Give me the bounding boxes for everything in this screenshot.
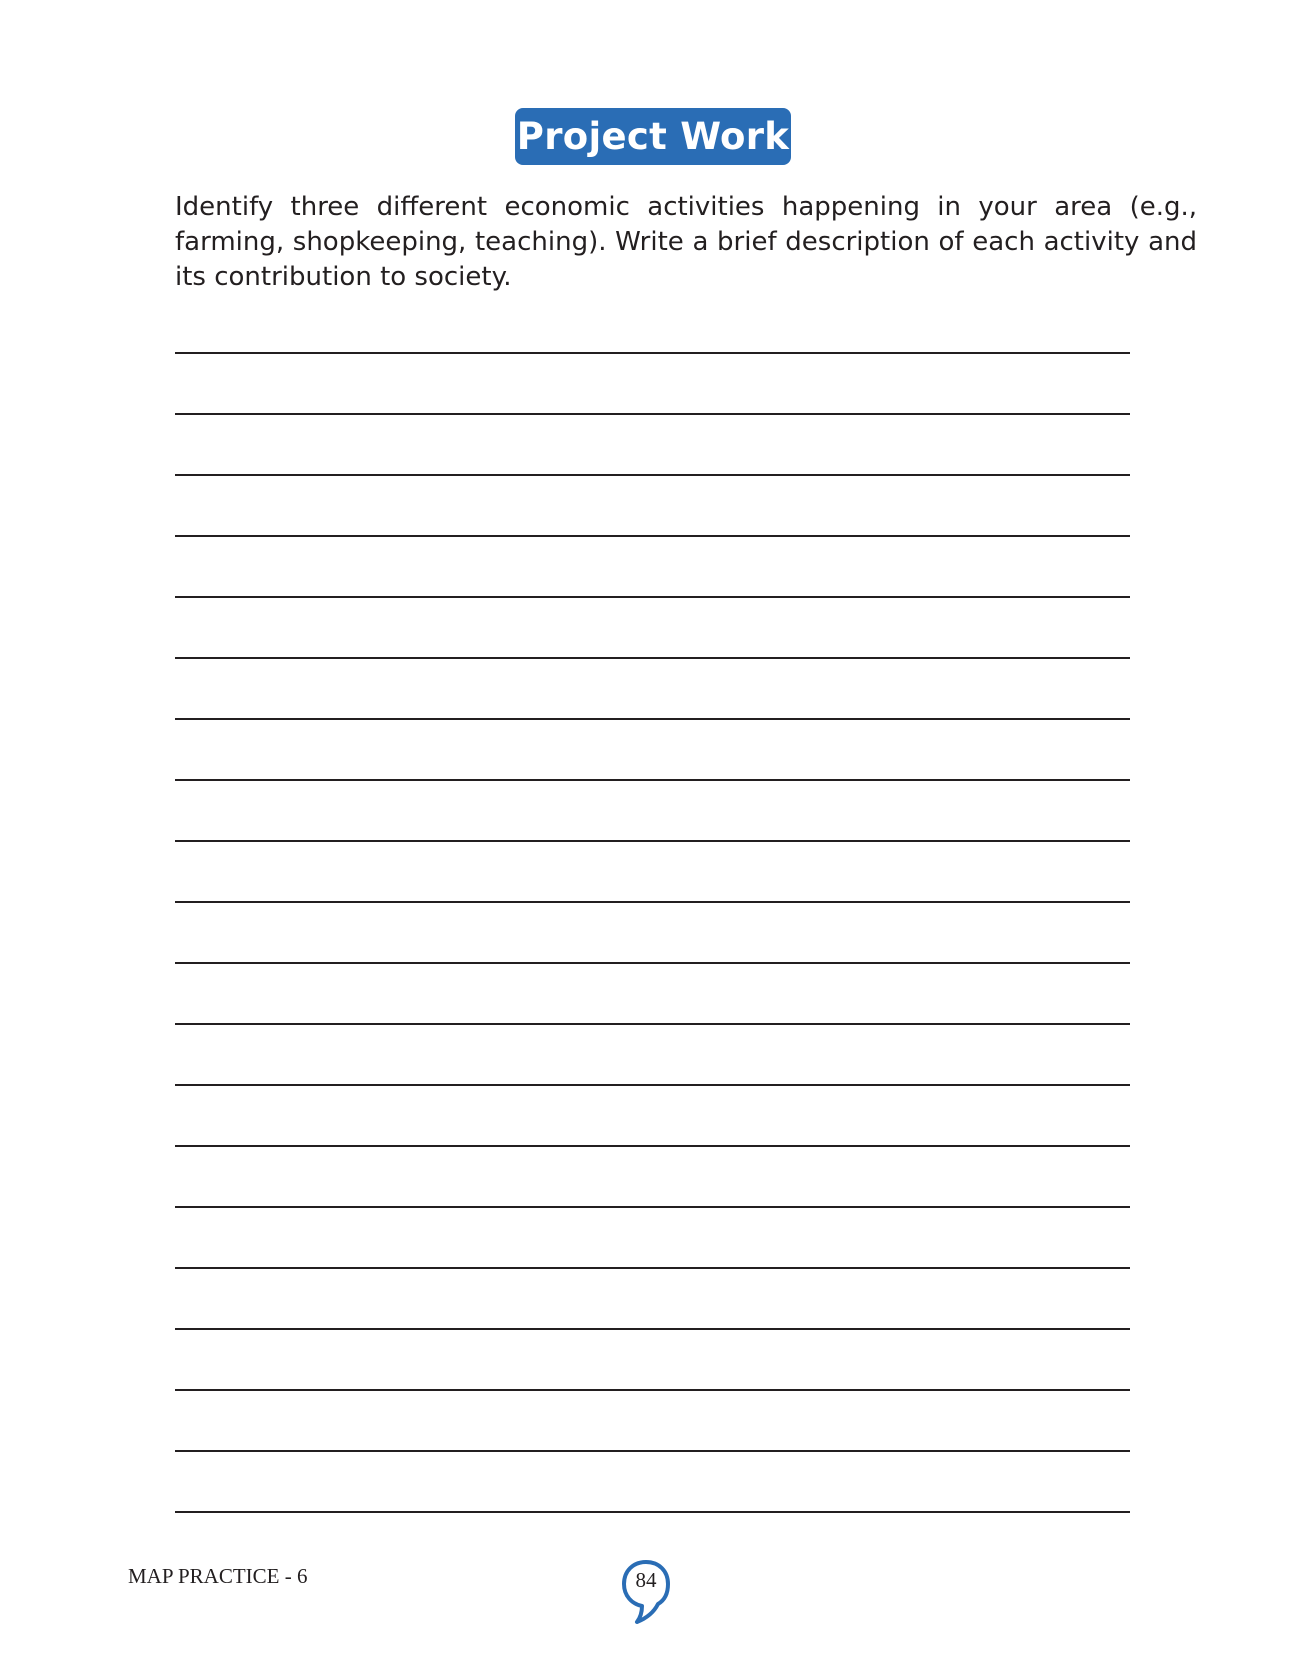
answer-line [175, 1023, 1130, 1025]
answer-line [175, 535, 1130, 537]
answer-line [175, 718, 1130, 720]
answer-line [175, 657, 1130, 659]
answer-line [175, 840, 1130, 842]
answer-line [175, 962, 1130, 964]
answer-line [175, 1084, 1130, 1086]
page-title: Project Work [515, 108, 791, 165]
answer-line [175, 1389, 1130, 1391]
answer-line [175, 474, 1130, 476]
answer-line [175, 1511, 1130, 1513]
answer-line [175, 901, 1130, 903]
answer-line [175, 779, 1130, 781]
answer-line [175, 596, 1130, 598]
answer-line [175, 352, 1130, 354]
answer-line [175, 413, 1130, 415]
book-title: MAP PRACTICE - 6 [128, 1564, 308, 1588]
page-number: 84 [635, 1568, 657, 1592]
page-marker [620, 1558, 672, 1626]
answer-line [175, 1267, 1130, 1269]
answer-lines [175, 0, 1130, 1656]
answer-line [175, 1450, 1130, 1452]
answer-line [175, 1328, 1130, 1330]
answer-line [175, 1206, 1130, 1208]
answer-line [175, 1145, 1130, 1147]
instructions-text: Identify three different economic activities happening in your area (e.g., farming, shopkeeping, teaching). Write a brief description of each activity and its contribution to society. [175, 192, 1197, 292]
